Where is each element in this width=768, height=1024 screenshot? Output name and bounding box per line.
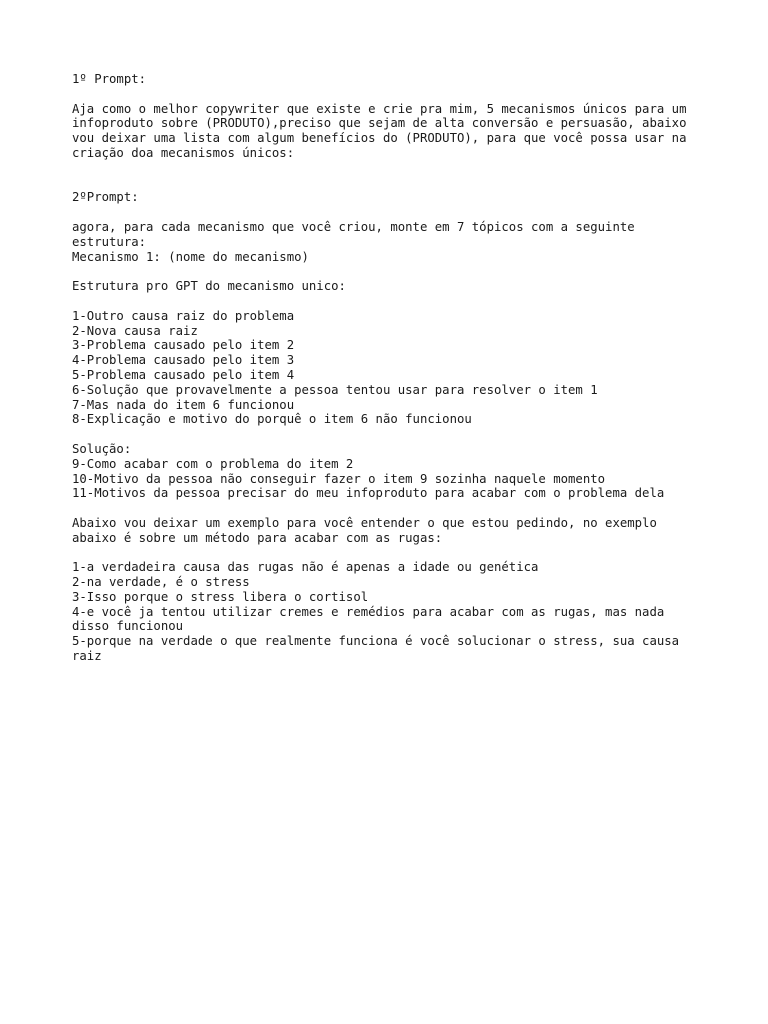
list-item: 2-na verdade, é o stress [72, 575, 250, 590]
text-line: infoproduto sobre (PRODUTO),preciso que sejam de alta conversão e persuasão, abaixo [72, 116, 687, 131]
text-line: Aja como o melhor copywriter que existe e crie pra mim, 5 mecanismos únicos para um [72, 101, 687, 116]
text-line: Abaixo vou deixar um exemplo para você entender o que estou pedindo, no exemplo [72, 515, 657, 530]
example-intro [72, 516, 708, 546]
spacer [72, 205, 708, 220]
list-item: 4-Problema causado pelo item 3 [72, 353, 295, 368]
list-item: raiz [72, 649, 102, 664]
text-line: criação doa mecanismos únicos: [72, 145, 295, 160]
list-item: 7-Mas nada do item 6 funcionou [72, 397, 295, 412]
list-item: 2-Nova causa raiz [72, 323, 198, 338]
text-line: estrutura: [72, 234, 147, 249]
list-item: disso funcionou [72, 619, 184, 634]
spacer [72, 161, 708, 191]
spacer [72, 501, 708, 516]
text-line: agora, para cada mecanismo que você criou, monte em 7 tópicos com a seguinte [72, 219, 635, 234]
text-line: abaixo é sobre um método para acabar com as rugas: [72, 530, 443, 545]
list-item: 3-Problema causado pelo item 2 [72, 338, 295, 353]
text-line: Mecanismo 1: (nome do mecanismo) [72, 249, 309, 264]
list-item: 1-Outro causa raiz do problema [72, 308, 295, 323]
text-line: vou deixar uma lista com algum benefícios do (PRODUTO), para que você possa usar na [72, 131, 687, 146]
prompt-1-body [72, 102, 708, 161]
spacer [72, 427, 708, 442]
list-item: 8-Explicação e motivo do porquê o item 6 não funcionou [72, 412, 472, 427]
list-item: 5-porque na verdade o que realmente funciona é você solucionar o stress, sua causa [72, 634, 680, 649]
list-item: 6-Solução que provavelmente a pessoa tentou usar para resolver o item 1 [72, 382, 598, 397]
list-item: 3-Isso porque o stress libera o cortisol [72, 589, 369, 604]
list-item: 4-e você ja tentou utilizar cremes e remédios para acabar com as rugas, mas nada [72, 604, 665, 619]
example-list [72, 560, 708, 664]
list-item: 9-Como acabar com o problema do item 2 [72, 456, 354, 471]
prompt-1-heading: 1º Prompt: [72, 72, 147, 86]
list-item: 11-Motivos da pessoa precisar do meu infoproduto para acabar com o problema dela [72, 486, 665, 501]
solution-heading: Solução: [72, 441, 132, 456]
list-item: 1-a verdadeira causa das rugas não é apenas a idade ou genética [72, 560, 539, 575]
structure-list [72, 309, 708, 427]
prompt-2-heading: 2ºPrompt: [72, 190, 139, 205]
list-item: 10-Motivo da pessoa não conseguir fazer o item 9 sozinha naquele momento [72, 471, 606, 486]
spacer [72, 546, 708, 561]
prompt-2-body [72, 220, 708, 264]
spacer [72, 294, 708, 309]
spacer [72, 264, 708, 279]
structure-heading: Estrutura pro GPT do mecanismo unico: [72, 279, 346, 294]
solution-list [72, 457, 708, 501]
list-item: 5-Problema causado pelo item 4 [72, 367, 295, 382]
spacer [72, 87, 708, 102]
